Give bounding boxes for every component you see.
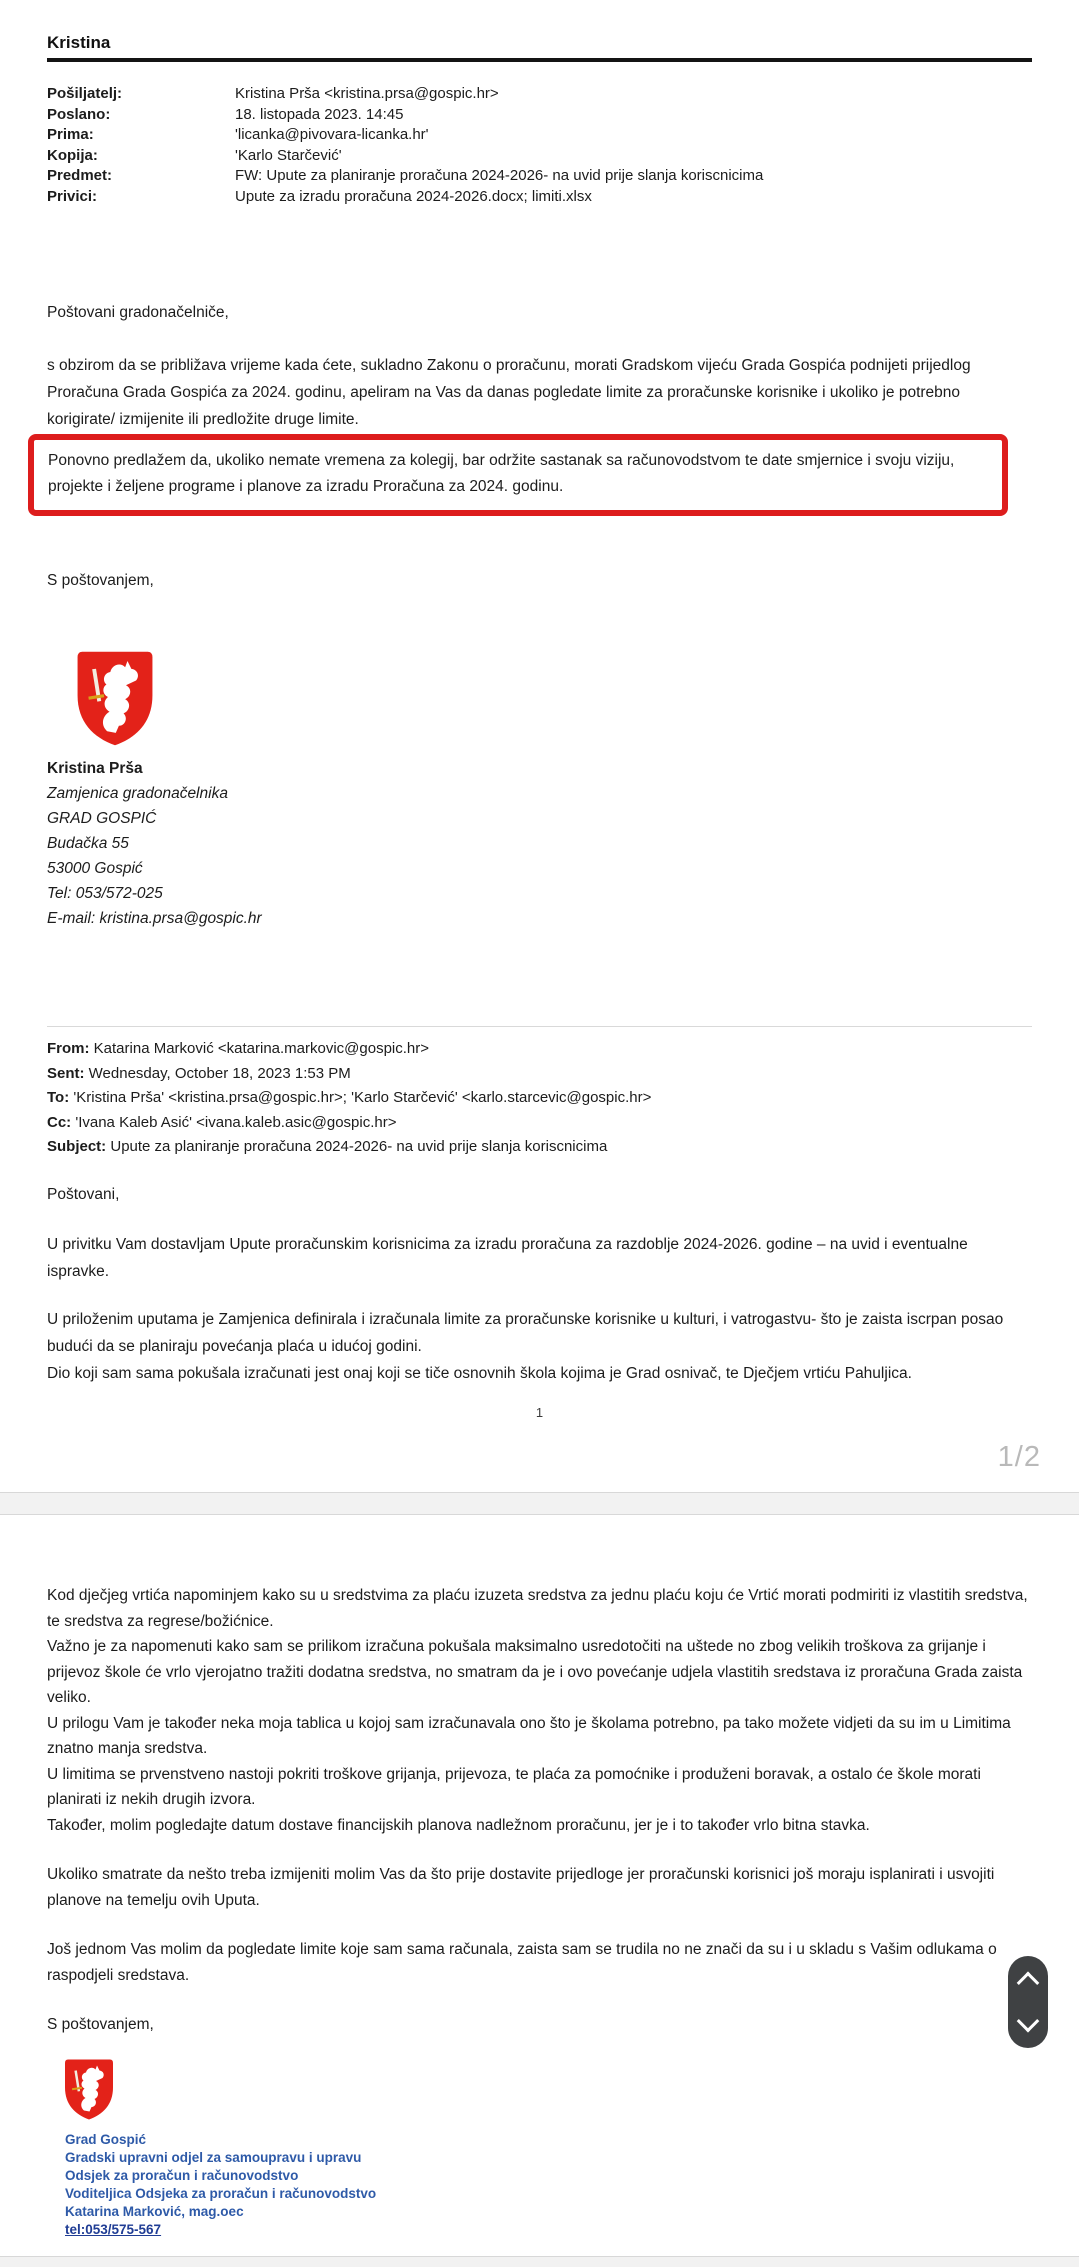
footer-signature-section: Odsjek za proračun i računovodstvo: [65, 2168, 299, 2183]
quoted-header-value: Upute za planiranje proračuna 2024-2026- na uvid prije slanja koriscnicima: [106, 1138, 608, 1156]
quoted-header-label: To:: [47, 1089, 70, 1107]
footer-signature-name: Katarina Marković, mag.oec: [65, 2204, 244, 2219]
body-paragraph: U prilogu Vam je također neka moja tablica u kojoj sam izračunavala ono što je školama potrebno, pa tako možete vidjeti da su im u Limitima znatno manja sredstva.: [47, 1714, 1011, 1757]
footer-signature-role: Voditeljica Odsjeka za proračun i računovodstvo: [65, 2186, 377, 2201]
quoted-header-to: [47, 1086, 1032, 1111]
signature-org: GRAD GOSPIĆ: [47, 810, 157, 827]
header-label: Pošiljatelj:: [47, 85, 123, 102]
page2-body: [47, 1583, 1037, 2038]
red-annotation-box: [28, 434, 1008, 516]
footer-tel-link[interactable]: tel:053/575-567: [65, 2222, 162, 2237]
page-indicator: 1/2: [997, 1441, 1041, 1473]
header-label: Poslano:: [47, 105, 111, 123]
quoted-header-label: Subject:: [47, 1138, 107, 1156]
quoted-header-sent: [47, 1062, 1032, 1087]
quoted-header-value: 'Kristina Prša' <kristina.prsa@gospic.hr>; 'Karlo Starčević' <karlo.starcevic@gospic.hr>: [69, 1089, 652, 1107]
body-paragraph: Još jednom Vas molim da pogledate limite koje sam sama računala, zaista sam se trudila no ne znači da su i u skladu s Vašim odlukama o raspodjeli sredstava.: [47, 1941, 997, 1984]
email-header-block: [47, 84, 1032, 208]
header-label: Privici:: [47, 187, 98, 205]
header-value: 'Karlo Starčević': [235, 146, 342, 164]
scroll-control: [1008, 1956, 1048, 2048]
gospic-coat-of-arms-icon: [64, 2058, 114, 2121]
bottom-page-break-bar: [0, 2256, 1079, 2267]
quoted-email-header-block: [47, 1037, 1032, 1160]
body-paragraph: Ukoliko smatrate da nešto treba izmijeniti molim Vas da što prije dostavite prijedloge jer proračunski korisnici još moraju isplanirati i usvojiti planove na temelju ovih Uputa.: [47, 1866, 995, 1909]
header-row-cc: [47, 146, 1032, 167]
body-paragraph: U limitima se prvenstveno nastoji pokriti troškove grijanja, prijevoza, te plaća za pomoćnike i produženi boravak, a ostalo će škole morati planirati iz nekih drugih izvora.: [47, 1765, 981, 1808]
quoted-header-cc: [47, 1111, 1032, 1136]
highlighted-note-text: Ponovno predlažem da, ukoliko nemate vremena za kolegij, bar održite sastanak sa računovodstvom te date smjernice i svoju viziju, projekte i željene programe i planove za izradu Proračuna za 2024. godinu.: [48, 452, 955, 495]
header-label: Predmet:: [47, 167, 113, 185]
closing-line: S poštovanjem,: [47, 2016, 154, 2033]
quoted-paragraph-group: [47, 1306, 1032, 1387]
signature-tel: Tel: 053/572-025: [47, 885, 163, 902]
salutation: Poštovani gradonačelniče,: [47, 304, 229, 321]
header-value: 'licanka@pivovara-licanka.hr': [235, 126, 429, 144]
title-divider: [47, 58, 1032, 62]
account-name: Kristina: [47, 33, 111, 52]
quoted-salutation: Poštovani,: [47, 1186, 120, 1203]
quoted-email-divider: [47, 1026, 1032, 1027]
quoted-header-label: From:: [47, 1040, 90, 1057]
header-label: Kopija:: [47, 146, 98, 164]
header-label: Prima:: [47, 126, 94, 144]
quoted-header-subject: [47, 1135, 1032, 1160]
header-value: Kristina Prša <kristina.prsa@gospic.hr>: [235, 85, 499, 102]
page-break-separator: [0, 1492, 1079, 1515]
header-row-subject: [47, 166, 1032, 187]
body-paragraph: Također, molim pogledajte datum dostave financijskih planova nadležnom proračunu, jer je i to također vrlo bitna stavka.: [47, 1816, 870, 1834]
header-value: 18. listopada 2023. 14:45: [235, 105, 404, 123]
quoted-paragraph: Dio koji sam sama pokušala izračunati jest onaj koji se tiče osnovnih škola kojima je Grad osnivač, te Dječjem vrtiću Pahuljica.: [47, 1365, 912, 1382]
footer-signature-block: [65, 2131, 376, 2239]
quoted-header-label: Sent:: [47, 1064, 85, 1082]
header-row-to: [47, 125, 1032, 146]
sender-signature-block: [47, 756, 262, 931]
quoted-header-value: Wednesday, October 18, 2023 1:53 PM: [84, 1064, 351, 1082]
quoted-header-label: Cc:: [47, 1113, 72, 1131]
quoted-header-value: Katarina Marković <katarina.markovic@gospic.hr>: [89, 1040, 430, 1057]
signature-city: 53000 Gospić: [47, 860, 143, 877]
closing-line: S poštovanjem,: [47, 572, 154, 589]
page-number-footer: 1: [535, 1405, 544, 1420]
header-value: Upute za izradu proračuna 2024-2026.docx; limiti.xlsx: [235, 187, 592, 205]
scroll-up-button[interactable]: [1008, 1960, 1048, 2000]
body-paragraph: Kod dječjeg vrtića napominjem kako su u sredstvima za plaću izuzeta sredstva za jednu plaću koju će Vrtić morati podmiriti iz vlastitih sredstva, te sredstva za regrese/božićnice.: [47, 1587, 1028, 1630]
body-paragraph: s obzirom da se približava vrijeme kada ćete, sukladno Zakonu o proračunu, morati Gradskom vijeću Grada Gospića podnijeti prijedlog Proračuna Grada Gospića za 2024. godinu, apeliram na Vas da danas pogledate limite za proračunske korisnike i ukoliko je potrebno korigirate/ izmijenite ili predložite druge limite.: [47, 357, 971, 428]
header-row-sent: [47, 105, 1032, 126]
signature-name: Kristina Prša: [47, 760, 143, 777]
chevron-down-icon: [1017, 2010, 1040, 2033]
header-row-attachments: [47, 187, 1032, 208]
quoted-paragraph: U privitku Vam dostavljam Upute proračunskim korisnicima za izradu proračuna za razdoblje 2024-2026. godine – na uvid i eventualne ispravke.: [47, 1236, 968, 1280]
quoted-header-from: [47, 1037, 1032, 1062]
quoted-paragraph: U priloženim uputama je Zamjenica definirala i izračunala limite za proračunske korisnike u kulturi, i vatrogastvu- što je zaista iscrpan posao budući da se planiraju povećanja plaća u idućoj godini.: [47, 1311, 1004, 1355]
quoted-header-value: 'Ivana Kaleb Asić' <ivana.kaleb.asic@gospic.hr>: [71, 1113, 397, 1131]
header-row-from: [47, 84, 1032, 105]
gospic-coat-of-arms-icon: [76, 650, 154, 747]
body-paragraph: Važno je za napomenuti kako sam se prilikom izračuna pokušala maksimalno usredotočiti na uštede no zbog velikih troškova za grijanje i prijevoz škole će vrlo vjerojatno tražiti dodatna sredstva, no smatram da je i ovo povećanje udjela vlastitih sredstava iz proračuna Grada zaista veliko.: [47, 1638, 1023, 1706]
footer-signature-org: Grad Gospić: [65, 2132, 147, 2147]
scroll-down-button[interactable]: [1008, 2004, 1048, 2044]
signature-role: Zamjenica gradonačelnika: [47, 785, 228, 802]
header-value: FW: Upute za planiranje proračuna 2024-2026- na uvid prije slanja koriscnicima: [235, 167, 764, 185]
signature-street: Budačka 55: [47, 835, 129, 852]
chevron-up-icon: [1017, 1972, 1040, 1995]
footer-signature-dept: Gradski upravni odjel za samoupravu i upravu: [65, 2150, 362, 2165]
signature-email: E-mail: kristina.prsa@gospic.hr: [47, 910, 262, 927]
